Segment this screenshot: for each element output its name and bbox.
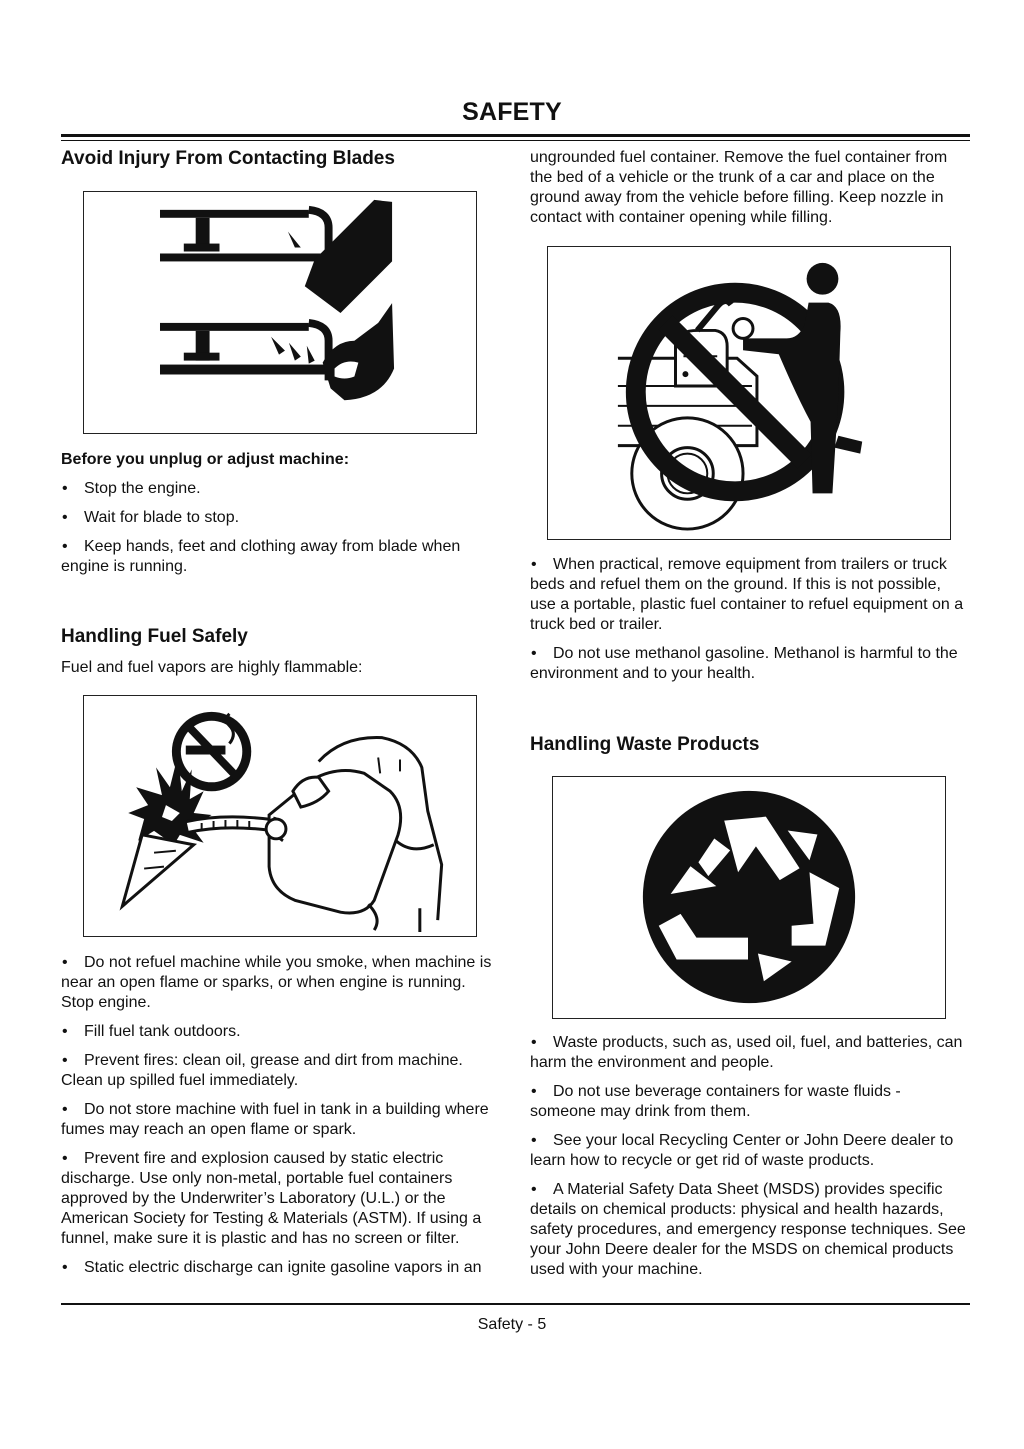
blades-bullet-3: • Keep hands, feet and clothing away from blade when engine is running.	[61, 537, 497, 577]
left-column	[61, 148, 497, 1278]
no-refuel-in-truck-bed-icon	[548, 247, 950, 539]
blade-hazard-figure	[83, 191, 477, 434]
fuel-bullet-3: • Prevent fires: clean oil, grease and dirt from machine. Clean up spilled fuel immediately.	[61, 1051, 497, 1091]
methanol-bullet: • Do not use methanol gasoline. Methanol is harmful to the environment and to your health.	[530, 644, 970, 684]
fuel-continuation: ungrounded fuel container. Remove the fuel container from the bed of a vehicle or the trunk of a car and place on the ground away from the vehicle before filling. Keep nozzle in contact with container opening while filling.	[530, 149, 948, 226]
blade-hazard-icon	[84, 192, 476, 433]
page-title: SAFETY	[462, 98, 562, 126]
recycling-icon	[553, 777, 945, 1018]
no-smoking-refuel-figure	[83, 695, 477, 937]
blades-heading: Avoid Injury From Contacting Blades	[61, 148, 395, 169]
fuel-bullet-2: • Fill fuel tank outdoors.	[61, 1022, 497, 1042]
waste-heading: Handling Waste Products	[530, 734, 760, 755]
truck-bed-bullet: • When practical, remove equipment from trailers or truck beds and refuel them on the ground. If this is not possible, use a portable, plastic fuel container to refuel equipment on a truck bed or trailer.	[530, 555, 970, 635]
fuel-heading: Handling Fuel Safely	[61, 626, 248, 647]
blades-bullet-2: • Wait for blade to stop.	[61, 508, 497, 528]
fuel-bullet-1: • Do not refuel machine while you smoke, when machine is near an open flame or sparks, or when engine is running. Stop engine.	[61, 953, 497, 1013]
waste-bullet-2: • Do not use beverage containers for waste fluids - someone may drink from them.	[530, 1082, 970, 1122]
fuel-bullet-4: • Do not store machine with fuel in tank in a building where fumes may reach an open flame or spark.	[61, 1100, 497, 1140]
recycling-figure	[552, 776, 946, 1019]
waste-bullet-4: • A Material Safety Data Sheet (MSDS) provides specific details on chemical products: physical and health hazards, safety procedures, and emergency response techniques. See your John Deere dealer for the MSDS on chemical products used with your machine.	[530, 1180, 970, 1280]
fuel-bullet-5: • Prevent fire and explosion caused by static electric discharge. Use only non-metal, portable fuel containers approved by the Underwriter’s Laboratory (U.L.) or the American Society for Testing & Materials (ASTM). If using a funnel, make sure it is plastic and has no screen or filter.	[61, 1149, 497, 1249]
waste-bullet-3: • See your local Recycling Center or John Deere dealer to learn how to recycle or get rid of waste products.	[530, 1131, 970, 1171]
fuel-bullet-6: • Static electric discharge can ignite gasoline vapors in an	[61, 1258, 497, 1278]
footer-rule	[61, 1303, 970, 1305]
blades-subheading: Before you unplug or adjust machine:	[61, 451, 350, 468]
fuel-intro: Fuel and fuel vapors are highly flammable:	[61, 659, 363, 676]
no-smoking-refuel-icon	[84, 696, 476, 936]
blades-bullet-1: • Stop the engine.	[61, 479, 497, 499]
header-rule-thin	[61, 140, 970, 141]
waste-bullet-1: • Waste products, such as, used oil, fuel, and batteries, can harm the environment and people.	[530, 1033, 970, 1073]
header-rule-thick	[61, 134, 970, 137]
no-truck-bed-refuel-figure	[547, 246, 951, 540]
right-column	[530, 148, 970, 1280]
page-number: Safety - 5	[477, 1316, 547, 1333]
